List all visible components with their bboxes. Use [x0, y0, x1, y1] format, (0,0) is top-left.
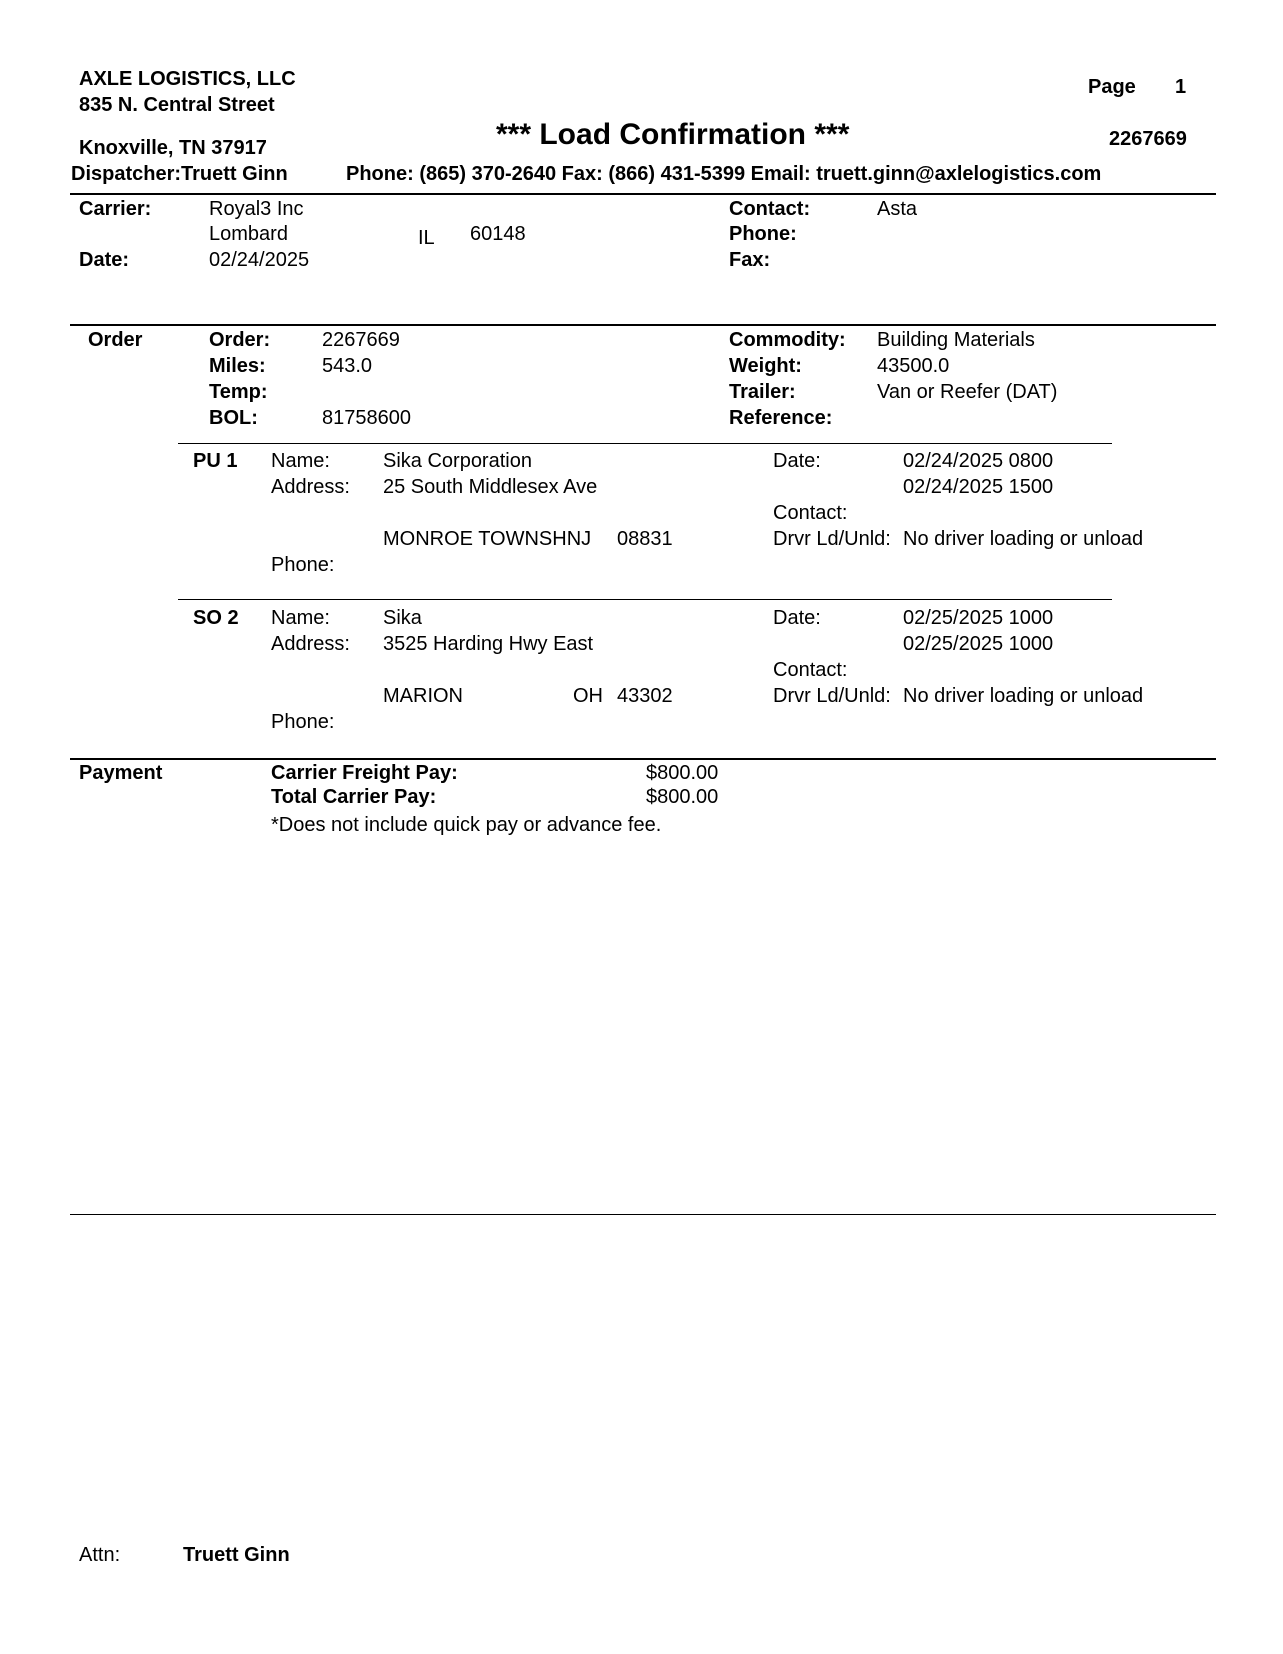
stop-state: OH — [573, 685, 603, 707]
stop-contact-label: Contact: — [773, 659, 848, 681]
company-city: Knoxville, TN 37917 — [79, 137, 267, 159]
document-number: 2267669 — [1109, 128, 1187, 150]
payment-note: *Does not include quick pay or advance fee. — [271, 814, 662, 836]
stop-name: Sika — [383, 607, 422, 629]
stop-address: 25 South Middlesex Ave — [383, 476, 598, 498]
stop-address-label: Address: — [271, 633, 350, 655]
total-pay-label: Total Carrier Pay: — [271, 786, 437, 808]
stop-phone-label: Phone: — [271, 711, 335, 733]
stop-city: MARION — [383, 685, 463, 707]
dispatcher: Dispatcher:Truett Ginn — [71, 163, 288, 185]
carrier-city: Lombard — [209, 223, 288, 245]
attn-label: Attn: — [79, 1544, 121, 1566]
header-divider — [70, 193, 1216, 195]
miles-label: Miles: — [209, 355, 266, 377]
stop-phone-label: Phone: — [271, 554, 335, 576]
freight-pay-label: Carrier Freight Pay: — [271, 762, 458, 784]
stop-name-label: Name: — [271, 607, 330, 629]
stop-driver-label: Drvr Ld/Unld: — [773, 528, 891, 550]
freight-pay-value: $800.00 — [646, 762, 719, 784]
temp-label: Temp: — [209, 381, 268, 403]
stop-divider — [178, 599, 1112, 600]
bol-value: 81758600 — [322, 407, 411, 429]
stop-driver-value: No driver loading or unload — [903, 528, 1144, 550]
stop-name-label: Name: — [271, 450, 330, 472]
carrier-phone-label: Phone: — [729, 223, 797, 245]
payment-section-label: Payment — [79, 762, 163, 784]
stop-date-end: 02/24/2025 1500 — [903, 476, 1054, 498]
carrier-divider — [70, 324, 1216, 326]
trailer-value: Van or Reefer (DAT) — [877, 381, 1058, 403]
carrier-contact: Asta — [877, 198, 918, 220]
carrier-date-label: Date: — [79, 249, 130, 271]
attn-name: Truett Ginn — [183, 1544, 290, 1566]
dispatcher-contact-line: Phone: (865) 370-2640 Fax: (866) 431-5399 Email: truett.ginn@axlelogistics.com — [346, 163, 1102, 185]
page-number: 1 — [1175, 76, 1187, 98]
carrier-state: IL — [418, 227, 435, 249]
stop-address: 3525 Harding Hwy East — [383, 633, 594, 655]
order-section-label: Order — [88, 329, 143, 351]
footer-divider — [70, 1214, 1216, 1215]
commodity-value: Building Materials — [877, 329, 1035, 351]
company-street: 835 N. Central Street — [79, 94, 275, 116]
order-number: 2267669 — [322, 329, 400, 351]
carrier-contact-label: Contact: — [729, 198, 811, 220]
stop-driver-label: Drvr Ld/Unld: — [773, 685, 891, 707]
stop-address-label: Address: — [271, 476, 350, 498]
stop-code: PU 1 — [193, 450, 238, 472]
stop-date-end: 02/25/2025 1000 — [903, 633, 1054, 655]
weight-label: Weight: — [729, 355, 802, 377]
stop-contact-label: Contact: — [773, 502, 848, 524]
order-label: Order: — [209, 329, 271, 351]
company-name: AXLE LOGISTICS, LLC — [79, 68, 296, 90]
trailer-label: Trailer: — [729, 381, 796, 403]
carrier-fax-label: Fax: — [729, 249, 771, 271]
document-title: *** Load Confirmation *** — [496, 118, 850, 151]
stop-date-label: Date: — [773, 450, 821, 472]
stop-driver-value: No driver loading or unload — [903, 685, 1144, 707]
carrier-zip: 60148 — [470, 223, 526, 245]
stop-code: SO 2 — [193, 607, 239, 629]
commodity-label: Commodity: — [729, 329, 846, 351]
carrier-date: 02/24/2025 — [209, 249, 310, 271]
bol-label: BOL: — [209, 407, 258, 429]
order-divider — [178, 443, 1112, 444]
stop-city: MONROE TOWNSHNJ — [383, 528, 592, 550]
carrier-name: Royal3 Inc — [209, 198, 304, 220]
page-label: Page — [1088, 76, 1136, 98]
carrier-label: Carrier: — [79, 198, 152, 220]
stop-date-label: Date: — [773, 607, 821, 629]
total-pay-value: $800.00 — [646, 786, 719, 808]
stop-zip: 43302 — [617, 685, 673, 707]
reference-label: Reference: — [729, 407, 833, 429]
stop-name: Sika Corporation — [383, 450, 532, 472]
stop-zip: 08831 — [617, 528, 673, 550]
stop-date-start: 02/25/2025 1000 — [903, 607, 1054, 629]
stops-divider — [70, 758, 1216, 760]
stop-date-start: 02/24/2025 0800 — [903, 450, 1054, 472]
miles-value: 543.0 — [322, 355, 373, 377]
weight-value: 43500.0 — [877, 355, 950, 377]
